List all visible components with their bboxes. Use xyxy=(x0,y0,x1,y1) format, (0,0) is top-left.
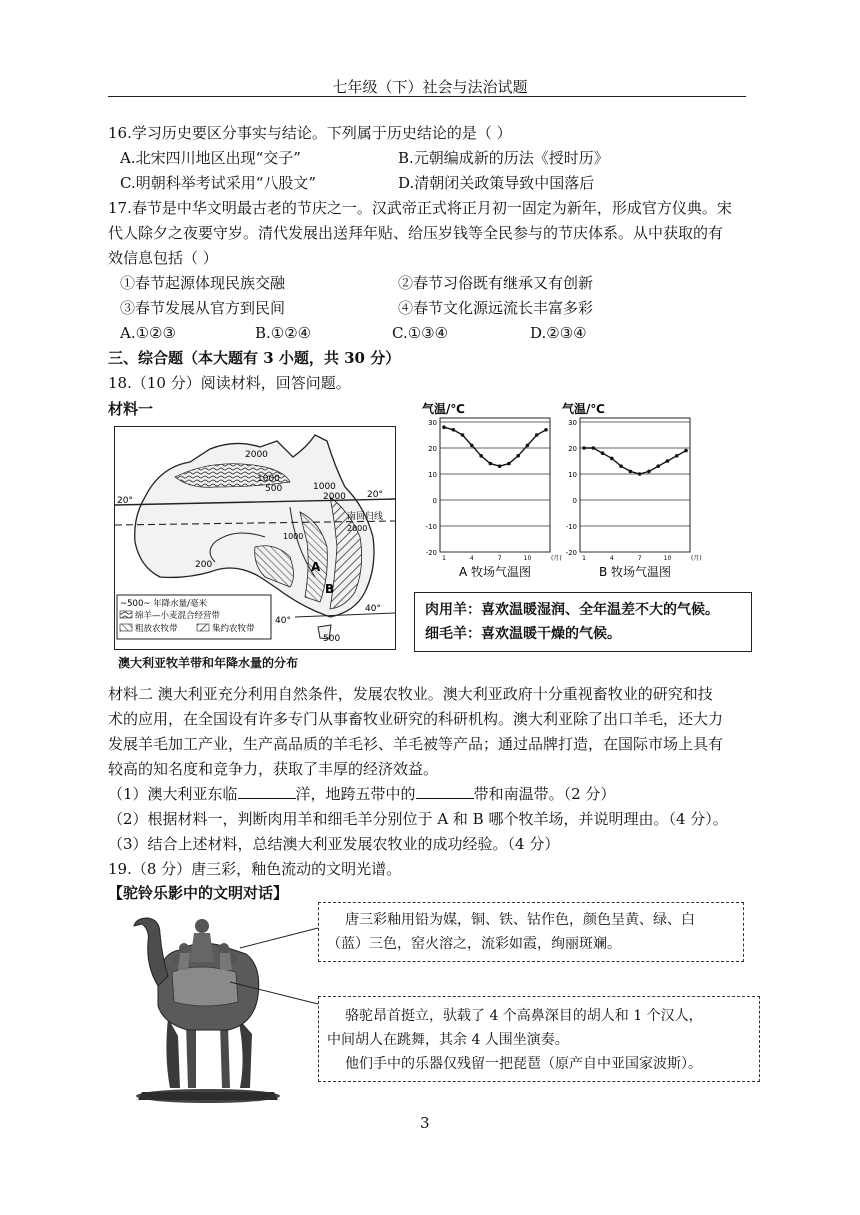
chart-a-ytick-label: 20 xyxy=(428,445,437,453)
q16-stem: 16.学习历史要区分事实与结论。下列属于历史结论的是（ ） xyxy=(108,124,512,142)
q17-stem-line1: 17.春节是中华文明最古老的节庆之一。汉武帝正式将正月初一固定为新年，形成官方仪典。宋 xyxy=(108,199,732,217)
q16-option-b: B.元朝编成新的历法《授时历》 xyxy=(398,149,609,167)
q18-stem: 18.（10 分）阅读材料，回答问题。 xyxy=(108,374,351,392)
chart-a-ytick-label: 0 xyxy=(432,497,437,505)
chart-a-svg xyxy=(420,400,565,586)
sheep-preference-box xyxy=(414,592,752,652)
ranch-a-marker: A xyxy=(311,560,321,574)
isohyet-500: 500 xyxy=(265,484,283,494)
chart-a-temperature-point xyxy=(498,464,502,468)
chart-a-xlabel: (月) xyxy=(551,555,562,562)
q17-statement-2: ②春节习俗既有继承又有创新 xyxy=(398,274,594,292)
isohyet-500-south: 500 xyxy=(323,634,341,644)
material2-line2: 术的应用，在全国设有许多专门从事畜牧业研究的科研机构。澳大利亚除了出口羊毛，还大力 xyxy=(108,710,724,728)
chart-a-temperature-point xyxy=(489,462,493,466)
q17-option-d: D.②③④ xyxy=(530,324,587,342)
q18-sub1-part3: 带和南温带。（2 分） xyxy=(473,785,616,803)
chart-a-xtick-label: 7 xyxy=(497,555,502,562)
camel-musicians-line3: 他们手中的乐器仅残留一把琵琶（原产自中亚国家波斯）。 xyxy=(345,1056,702,1072)
chart-b-ytick-label: -10 xyxy=(565,523,577,531)
material2-line1: 材料二 澳大利亚充分利用自然条件，发展农牧业。澳大利亚政府十分重视畜牧业的研究和技 xyxy=(108,685,713,703)
chart-a-ylabel: 气温/℃ xyxy=(422,402,465,416)
q17-option-b: B.①②④ xyxy=(255,324,312,342)
legend-extensive-belt: 粗放农牧带 xyxy=(135,624,178,634)
chart-a-temperature-point xyxy=(516,454,520,458)
legend-precipitation: ~500~ 年降水量/毫米 xyxy=(120,599,208,609)
chart-b-temperature-point xyxy=(666,459,670,463)
chart-b-temperature-point xyxy=(629,470,633,474)
q17-option-a: A.①②③ xyxy=(120,324,176,342)
chart-b-xtick-label: 1 xyxy=(582,555,586,562)
q17-option-c: C.①③④ xyxy=(392,324,449,342)
answer-blank-ocean[interactable] xyxy=(238,784,296,799)
chart-a-temperature-point xyxy=(544,428,548,432)
chart-a-temperature-point xyxy=(507,462,511,466)
chart-a-temperature-point xyxy=(451,428,455,432)
chart-b-temperature-point xyxy=(582,446,586,450)
q19-stem: 19.（8 分）唐三彩，釉色流动的文明光谱。 xyxy=(108,860,402,878)
camel-musicians-line1: 骆驼昂首挺立，驮载了 4 个高鼻深目的胡人和 1 个汉人， xyxy=(345,1008,703,1024)
connector-lines xyxy=(200,900,324,1020)
australia-map xyxy=(114,426,396,650)
chart-a-temperature-point xyxy=(461,433,465,437)
chart-a-ytick-label: -20 xyxy=(425,549,437,557)
q16-option-c: C.明朝科举考试采用“八股文” xyxy=(120,174,317,192)
chart-b-temperature-line xyxy=(584,448,686,474)
chart-a-temperature-line xyxy=(444,427,546,466)
isohyet-2000-east: 2000 xyxy=(323,492,346,502)
chart-a-temperature-point xyxy=(535,433,539,437)
chart-b-ytick-label: 0 xyxy=(572,497,577,505)
isohyet-1000-center: 1000 xyxy=(283,532,304,541)
q18-sub1-part1: （1）澳大利亚东临 xyxy=(108,785,238,803)
chart-a-xtick-label: 1 xyxy=(442,555,446,562)
chart-b-temperature-point xyxy=(638,472,642,476)
chart-b xyxy=(560,400,705,586)
isohyet-2000-north: 2000 xyxy=(245,450,268,460)
chart-a-temperature-point xyxy=(470,444,474,448)
material1-label: 材料一 xyxy=(108,400,154,418)
q17-statement-1: ①春节起源体现民族交融 xyxy=(120,274,286,292)
chart-b-xtick-label: 10 xyxy=(663,555,672,562)
page-number: 3 xyxy=(420,1114,430,1132)
chart-a-temperature-point xyxy=(442,425,446,429)
chart-b-temperature-point xyxy=(647,470,651,474)
chart-b-xtick-label: 4 xyxy=(609,555,614,562)
chart-b-temperature-point xyxy=(675,454,679,458)
q17-statement-3: ③春节发展从官方到民间 xyxy=(120,299,286,317)
chart-b-xlabel: (月) xyxy=(691,555,702,562)
australia-map-svg xyxy=(115,427,395,649)
sancai-glaze-line1: 唐三彩釉用铅为媒，铜、铁、钴作色，颜色呈黄、绿、白 xyxy=(345,912,695,928)
chart-a-ytick-label: 10 xyxy=(428,471,437,479)
q16-option-d: D.清朝闭关政策导致中国落后 xyxy=(398,174,595,192)
chart-b-temperature-point xyxy=(610,457,614,461)
latitude-40-west: 40° xyxy=(275,616,291,626)
section3-heading: 三、综合题（本大题有 3 小题，共 30 分） xyxy=(108,349,401,367)
chart-a-xtick-label: 4 xyxy=(469,555,474,562)
chart-b-temperature-point xyxy=(601,451,605,455)
chart-a-ytick-label: -10 xyxy=(425,523,437,531)
sheep-fine-wool: 细毛羊：喜欢温暖干燥的气候。 xyxy=(425,626,621,642)
chart-b-svg xyxy=(560,400,705,586)
material2-line4: 较高的知名度和竞争力，获取了丰厚的经济效益。 xyxy=(108,760,439,778)
q17-stem-line3: 效信息包括（ ） xyxy=(108,249,218,267)
chart-b-ytick-label: 10 xyxy=(568,471,577,479)
chart-b-caption: B 牧场气温图 xyxy=(598,565,672,579)
q18-sub1 xyxy=(108,783,615,805)
latitude-20-east: 20° xyxy=(367,490,383,500)
answer-blank-zone[interactable] xyxy=(416,784,474,799)
legend-intensive-belt: 集约农牧带 xyxy=(212,624,255,634)
isohyet-2000-se: 2000 xyxy=(347,524,368,533)
q17-stem-line2: 代人除夕之夜要守岁。清代发展出送拜年贴、给压岁钱等全民参与的节庆体系。从中获取的有 xyxy=(108,224,724,242)
chart-b-ytick-label: -20 xyxy=(565,549,577,557)
page-header: 七年级（下）社会与法治试题 xyxy=(332,78,528,96)
isohyet-1000: 1000 xyxy=(257,474,280,484)
ranch-b-marker: B xyxy=(325,582,335,596)
chart-b-temperature-point xyxy=(684,449,688,453)
isohyet-1000-east: 1000 xyxy=(313,482,336,492)
q16-option-a: A.北宋四川地区出现“交子” xyxy=(120,149,301,167)
chart-b-xtick-label: 7 xyxy=(637,555,642,562)
chart-b-temperature-point xyxy=(619,464,623,468)
chart-a-caption: A 牧场气温图 xyxy=(458,565,532,579)
chart-a-temperature-point xyxy=(526,444,530,448)
q18-sub1-part2: 洋，地跨五带中的 xyxy=(295,785,416,803)
chart-a xyxy=(420,400,565,586)
q18-sub3: （3）结合上述材料，总结澳大利亚发展农牧业的成功经验。（4 分） xyxy=(108,835,560,853)
chart-b-ylabel: 气温/℃ xyxy=(562,402,605,416)
header-rule xyxy=(108,96,746,97)
latitude-40-east: 40° xyxy=(365,604,381,614)
chart-a-temperature-point xyxy=(479,454,483,458)
chart-a-xtick-label: 10 xyxy=(523,555,532,562)
chart-b-ytick-label: 20 xyxy=(568,445,577,453)
chart-b-temperature-point xyxy=(656,464,660,468)
chart-a-ytick-label: 30 xyxy=(428,419,437,427)
chart-b-plot-frame xyxy=(580,418,690,552)
camel-musicians-box xyxy=(318,996,760,1082)
chart-b-temperature-point xyxy=(591,446,595,450)
material2-line3: 发展羊毛加工产业，生产高品质的羊毛衫、羊毛被等产品；通过品牌打造，在国际市场上具有 xyxy=(108,735,724,753)
chart-b-ytick-label: 30 xyxy=(568,419,577,427)
sancai-glaze-box xyxy=(318,902,744,962)
isohyet-200: 200 xyxy=(195,560,213,570)
camel-musicians-line2: 中间胡人在跳舞，其余 4 人围坐演奏。 xyxy=(327,1032,569,1048)
tropic-of-capricorn-label: 南回归线 xyxy=(347,512,384,522)
latitude-20-west: 20° xyxy=(117,496,133,506)
legend-mixed-belt: 绵羊—小麦混合经营带 xyxy=(135,611,221,621)
q19-title: 【驼铃乐影中的文明对话】 xyxy=(108,884,289,902)
q18-sub2: （2）根据材料一，判断肉用羊和细毛羊分别位于 A 和 B 哪个牧羊场，并说明理由。（4 分）。 xyxy=(108,810,728,828)
map-caption: 澳大利亚牧羊带和年降水量的分布 xyxy=(118,656,299,670)
sancai-glaze-line2: （蓝）三色，窑火溶之，流彩如霞，绚丽斑斓。 xyxy=(327,936,621,952)
q17-statement-4: ④春节文化源远流长丰富多彩 xyxy=(398,299,594,317)
sheep-meat: 肉用羊：喜欢温暖湿润、全年温差不大的气候。 xyxy=(425,602,719,618)
